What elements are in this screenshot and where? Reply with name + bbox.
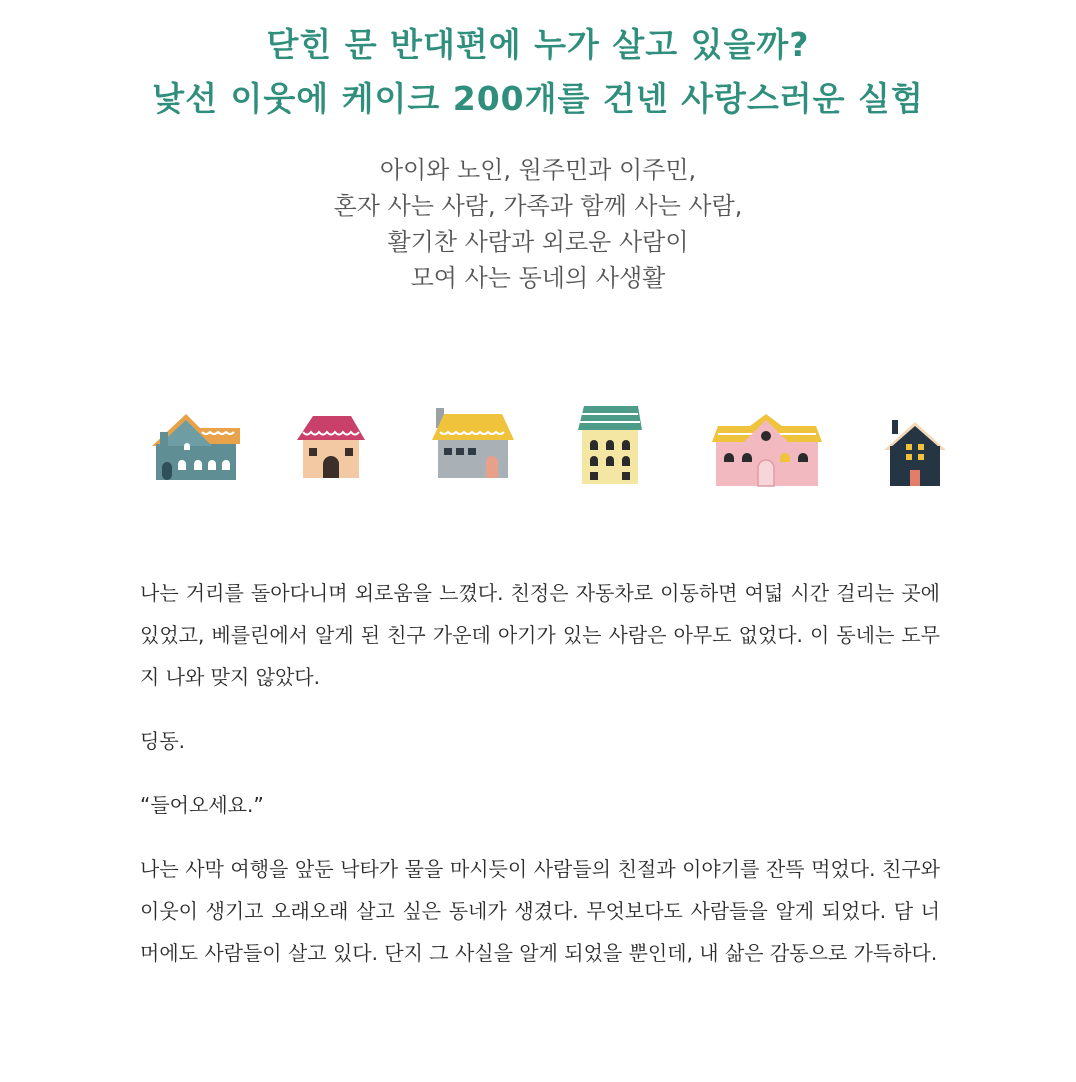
house-cream-tall-icon (576, 404, 644, 486)
subtitle-line-3: 활기찬 사람과 외로운 사람이 (387, 228, 689, 256)
book-title (0, 18, 1076, 126)
subtitle-line-4: 모여 사는 동네의 사생활 (410, 264, 666, 292)
subtitle-line-2: 혼자 사는 사람, 가족과 함께 사는 사람, (333, 192, 743, 220)
house-pink-roof-icon (295, 412, 367, 480)
house-navy-icon (882, 418, 948, 488)
title-line-1: 닫힌 문 반대편에 누가 살고 있을까? (266, 25, 810, 64)
body-text (140, 572, 940, 996)
subtitle (0, 152, 1076, 296)
house-blue-icon (148, 410, 240, 482)
house-illustration-row (140, 400, 960, 495)
house-pink-wide-icon (710, 412, 824, 488)
house-gray-icon (430, 406, 516, 480)
subtitle-line-1: 아이와 노인, 원주민과 이주민, (379, 156, 697, 184)
paragraph-2: 딩동. (140, 729, 185, 753)
paragraph-4: 나는 사막 여행을 앞둔 낙타가 물을 마시듯이 사람들의 친절과 이야기를 잔뜩 먹었다. 친구와 이웃이 생기고 오래오래 살고 싶은 동네가 생겼다. 무엇보다도 사람들을 알게 되었다. 담 너머에도 사람들이 살고 있다. 단지 그 사실을 알게 되었을 뿐인데, 내 삶은 감동으로 가득하다. (140, 857, 940, 965)
paragraph-1: 나는 거리를 돌아다니며 외로움을 느꼈다. 친정은 자동차로 이동하면 여덟 시간 걸리는 곳에 있었고, 베를린에서 알게 된 친구 가운데 아기가 있는 사람은 아무도 없었다. 이 동네는 도무지 나와 맞지 않았다. (140, 581, 940, 689)
paragraph-3: “들어오세요.” (140, 793, 264, 817)
title-line-2: 낯선 이웃에 케이크 200개를 건넨 사랑스러운 실험 (152, 79, 924, 118)
